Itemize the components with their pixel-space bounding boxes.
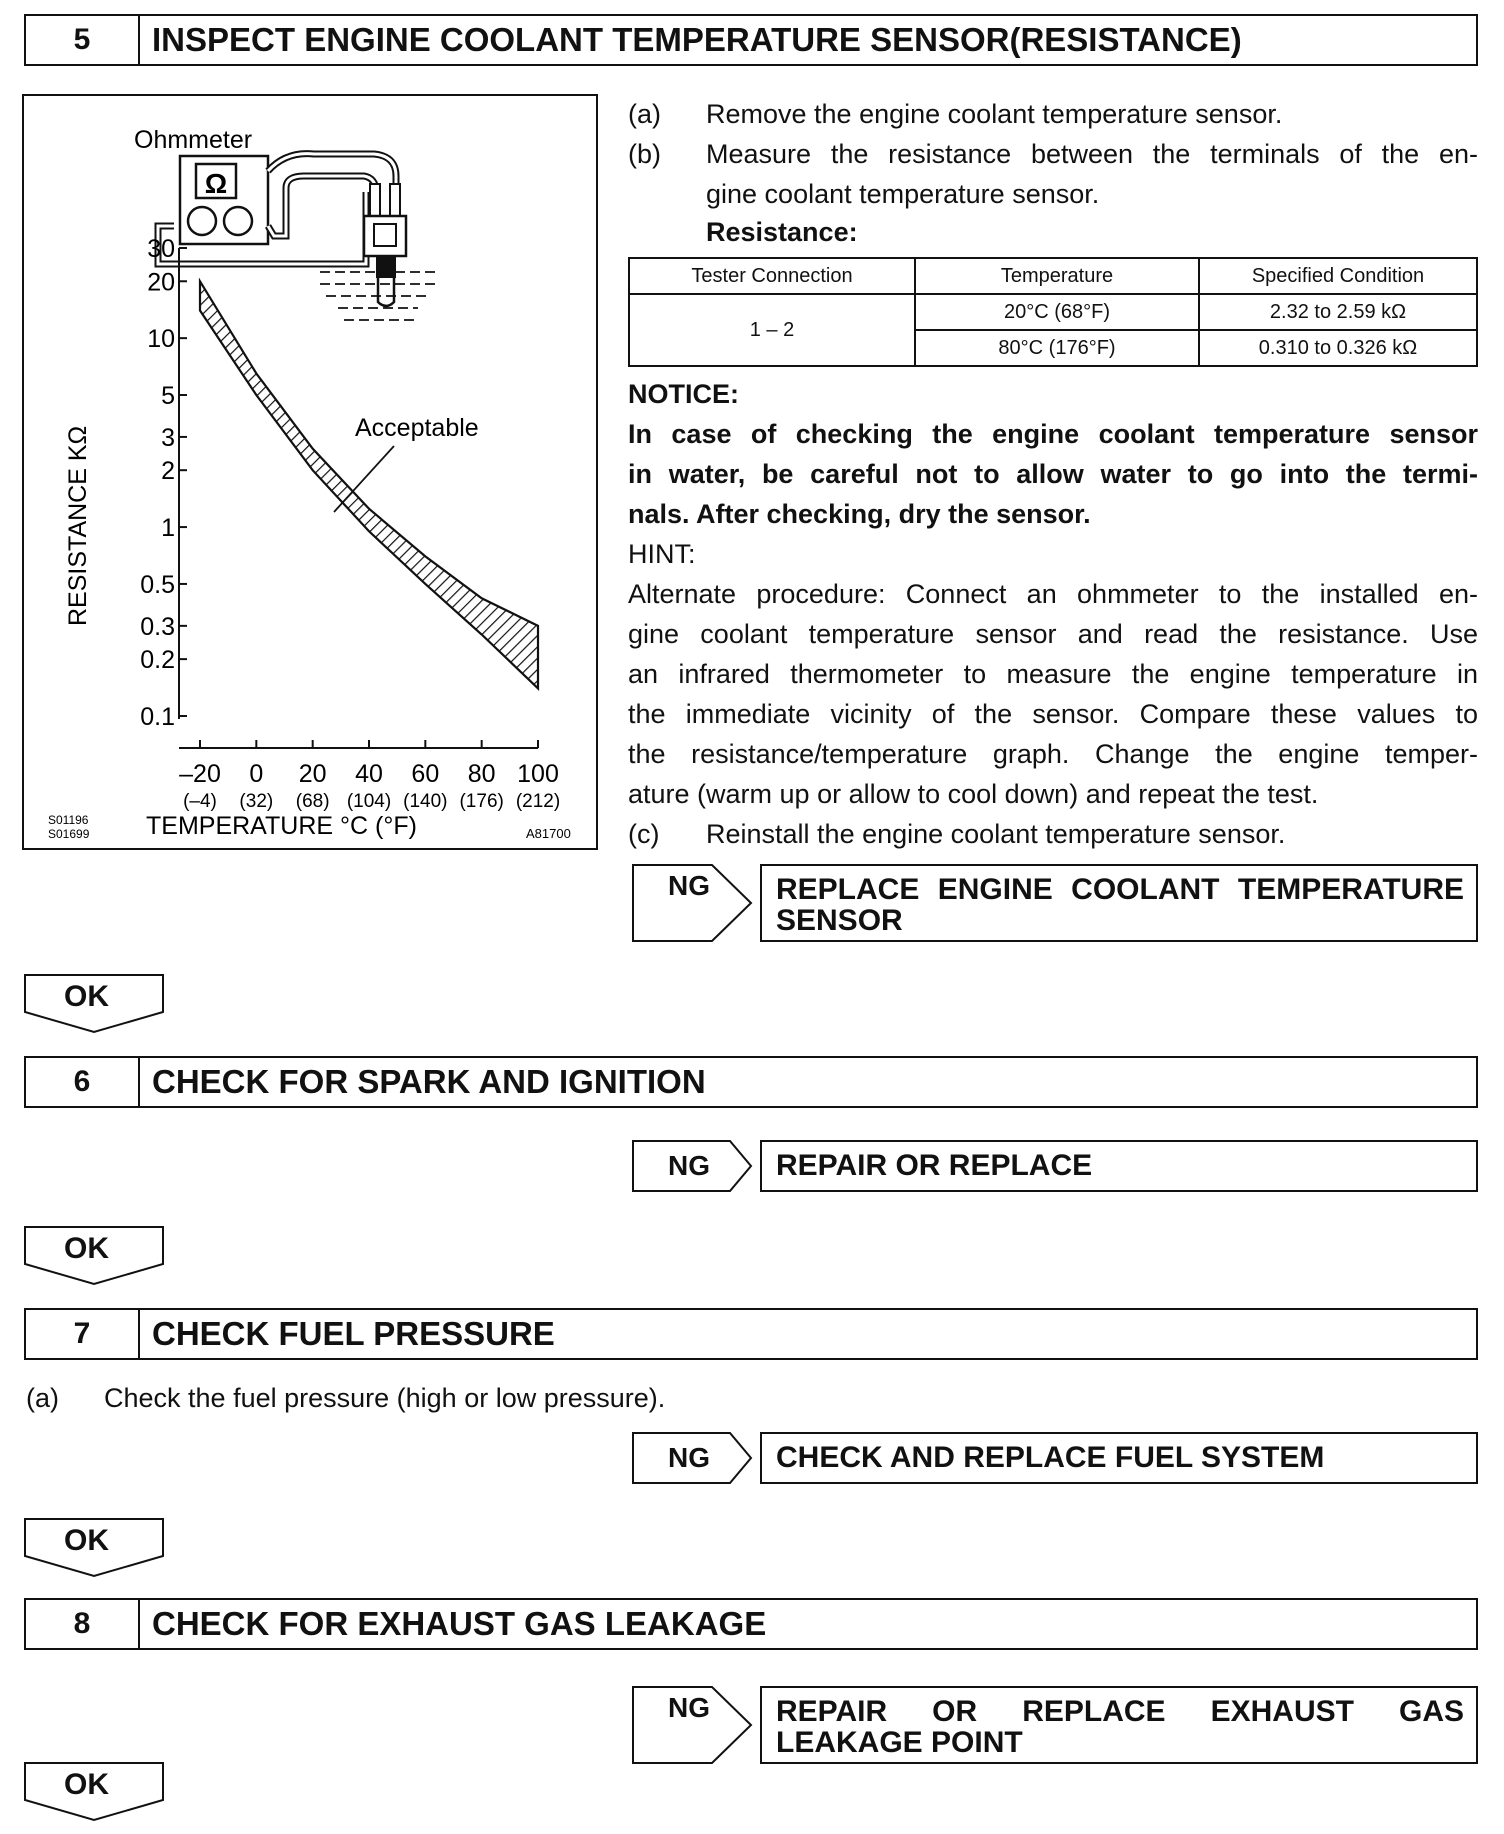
table-header: Tester Connection [629, 258, 915, 294]
step-5-header [24, 14, 1478, 66]
ohm-symbol: Ω [204, 168, 228, 199]
step-c-text: Reinstall the engine coolant temperature sensor. [706, 819, 1286, 849]
x-axis-label: TEMPERATURE °C (°F) [146, 812, 417, 840]
table-header: Specified Condition [1199, 258, 1477, 294]
x-tick-label: 20 [298, 760, 327, 788]
ng-label: NG [668, 1442, 710, 1473]
ng-result-box [760, 1140, 1478, 1192]
x-tick-label-fahrenheit: (212) [515, 791, 561, 812]
x-tick-label: –20 [179, 760, 221, 788]
step-title: INSPECT ENGINE COOLANT TEMPERATURE SENSOR(RESISTANCE) [152, 21, 1242, 58]
acceptable-band [200, 281, 538, 688]
step-a-text: Remove the engine coolant temperature sensor. [706, 99, 1283, 129]
step-b-text-line1: Measure the resistance between the terminals of the en- [706, 139, 1478, 169]
ng-result-line1: REPAIR OR REPLACE EXHAUST GAS [776, 1695, 1464, 1728]
ng-label: NG [668, 1692, 710, 1723]
ng-result-box [760, 1686, 1478, 1764]
step-number: 6 [26, 1058, 140, 1106]
table-cell: 0.310 to 0.326 kΩ [1199, 330, 1477, 366]
ng-result-line2: SENSOR [776, 904, 903, 937]
x-tick-label-fahrenheit: (140) [403, 791, 448, 812]
step-b-marker: (b) [628, 139, 661, 169]
step-b-text-line2: gine coolant temperature sensor. [706, 179, 1100, 209]
ng-result-text: REPAIR OR REPLACE [776, 1149, 1093, 1182]
table-cell: 20°C (68°F) [915, 294, 1199, 330]
ng-label: NG [668, 1150, 710, 1181]
resistance-temperature-chart [24, 96, 596, 848]
y-tick-label: 0.2 [140, 646, 175, 675]
notice-label: NOTICE: [628, 379, 739, 409]
step-number: 7 [26, 1310, 140, 1358]
ok-label: OK [64, 1768, 109, 1801]
x-tick-label-fahrenheit: (68) [295, 791, 330, 812]
y-tick-label: 20 [147, 268, 175, 297]
y-tick-label: 0.3 [140, 612, 175, 641]
y-tick-label: 0.1 [140, 703, 175, 731]
x-tick-label: 60 [411, 760, 440, 788]
ng-result-box [760, 864, 1478, 942]
ohmmeter-label: Ohmmeter [134, 126, 253, 154]
step-8-header [24, 1598, 1478, 1650]
x-tick-label-fahrenheit: (104) [346, 791, 392, 812]
hint-line: gine coolant temperature sensor and read the resistance. Use [628, 619, 1478, 649]
table-header-row [629, 258, 1477, 294]
table-cell: 2.32 to 2.59 kΩ [1199, 294, 1477, 330]
x-ticks [179, 740, 560, 812]
resistance-label: Resistance: [706, 217, 858, 247]
step-title: CHECK FOR EXHAUST GAS LEAKAGE [152, 1605, 767, 1642]
y-tick-label: 2 [161, 457, 175, 486]
step-7-header [24, 1308, 1478, 1360]
y-tick-label: 3 [161, 423, 175, 452]
ng-result-line2: LEAKAGE POINT [776, 1726, 1023, 1759]
step-number: 8 [26, 1600, 140, 1648]
notice-line: nals. After checking, dry the sensor. [628, 499, 1091, 529]
acceptable-label: Acceptable [355, 414, 479, 442]
step-7a-text: Check the fuel pressure (high or low pressure). [104, 1383, 666, 1413]
ok-label: OK [64, 1232, 109, 1265]
ng-result-text: CHECK AND REPLACE FUEL SYSTEM [776, 1441, 1325, 1474]
x-tick-label-fahrenheit: (–4) [183, 791, 217, 812]
step-number: 5 [26, 16, 140, 64]
hint-line: Alternate procedure: Connect an ohmmeter to the installed en- [628, 579, 1478, 609]
y-tick-label: 0.5 [140, 570, 175, 599]
coolant-sensor-figure [22, 94, 598, 850]
table-row [629, 294, 1477, 330]
figure-code-2: S01699 [48, 827, 90, 841]
step-title: CHECK FOR SPARK AND IGNITION [152, 1063, 706, 1100]
step-a-marker: (a) [628, 99, 661, 129]
y-axis-label: RESISTANCE KΩ [64, 425, 92, 626]
ng-result-line1: REPLACE ENGINE COOLANT TEMPERATURE [776, 873, 1464, 906]
step-6-header [24, 1056, 1478, 1108]
hint-line: an infrared thermometer to measure the engine temperature in [628, 659, 1478, 689]
x-tick-label: 40 [355, 760, 383, 788]
hint-line: ature (warm up or allow to cool down) and repeat the test. [628, 779, 1319, 809]
notice-line: In case of checking the engine coolant temperature sensor [628, 419, 1478, 449]
notice-line: in water, be careful not to allow water to go into the termi- [628, 459, 1478, 489]
ng-result-box [760, 1432, 1478, 1484]
table-cell: 80°C (176°F) [915, 330, 1199, 366]
hint-label: HINT: [628, 539, 696, 569]
y-tick-label: 1 [161, 514, 175, 543]
figure-code-right: A81700 [526, 826, 571, 841]
x-tick-label: 0 [249, 760, 264, 788]
ohmmeter-icon [158, 154, 396, 264]
x-tick-label-fahrenheit: (176) [459, 791, 504, 812]
x-tick-label: 80 [467, 760, 496, 788]
resistance-spec-table [628, 257, 1478, 367]
ng-label: NG [668, 870, 710, 901]
hint-line: the resistance/temperature graph. Change the engine temper- [628, 739, 1478, 769]
step-7a-marker: (a) [26, 1383, 59, 1413]
figure-code-1: S01196 [48, 813, 89, 827]
x-tick-label: 100 [517, 760, 559, 788]
y-tick-label: 30 [147, 235, 175, 263]
table-header: Temperature [915, 258, 1199, 294]
sensor-icon [320, 184, 436, 320]
hint-line: the immediate vicinity of the sensor. Compare these values to [628, 699, 1478, 729]
step-c-marker: (c) [628, 819, 660, 849]
table-cell-connection: 1 – 2 [629, 294, 915, 366]
step-title: CHECK FUEL PRESSURE [152, 1315, 555, 1352]
x-tick-label-fahrenheit: (32) [239, 791, 274, 812]
ok-label: OK [64, 980, 109, 1013]
y-tick-label: 10 [147, 325, 175, 354]
y-tick-label: 5 [161, 382, 175, 411]
ok-label: OK [64, 1524, 109, 1557]
